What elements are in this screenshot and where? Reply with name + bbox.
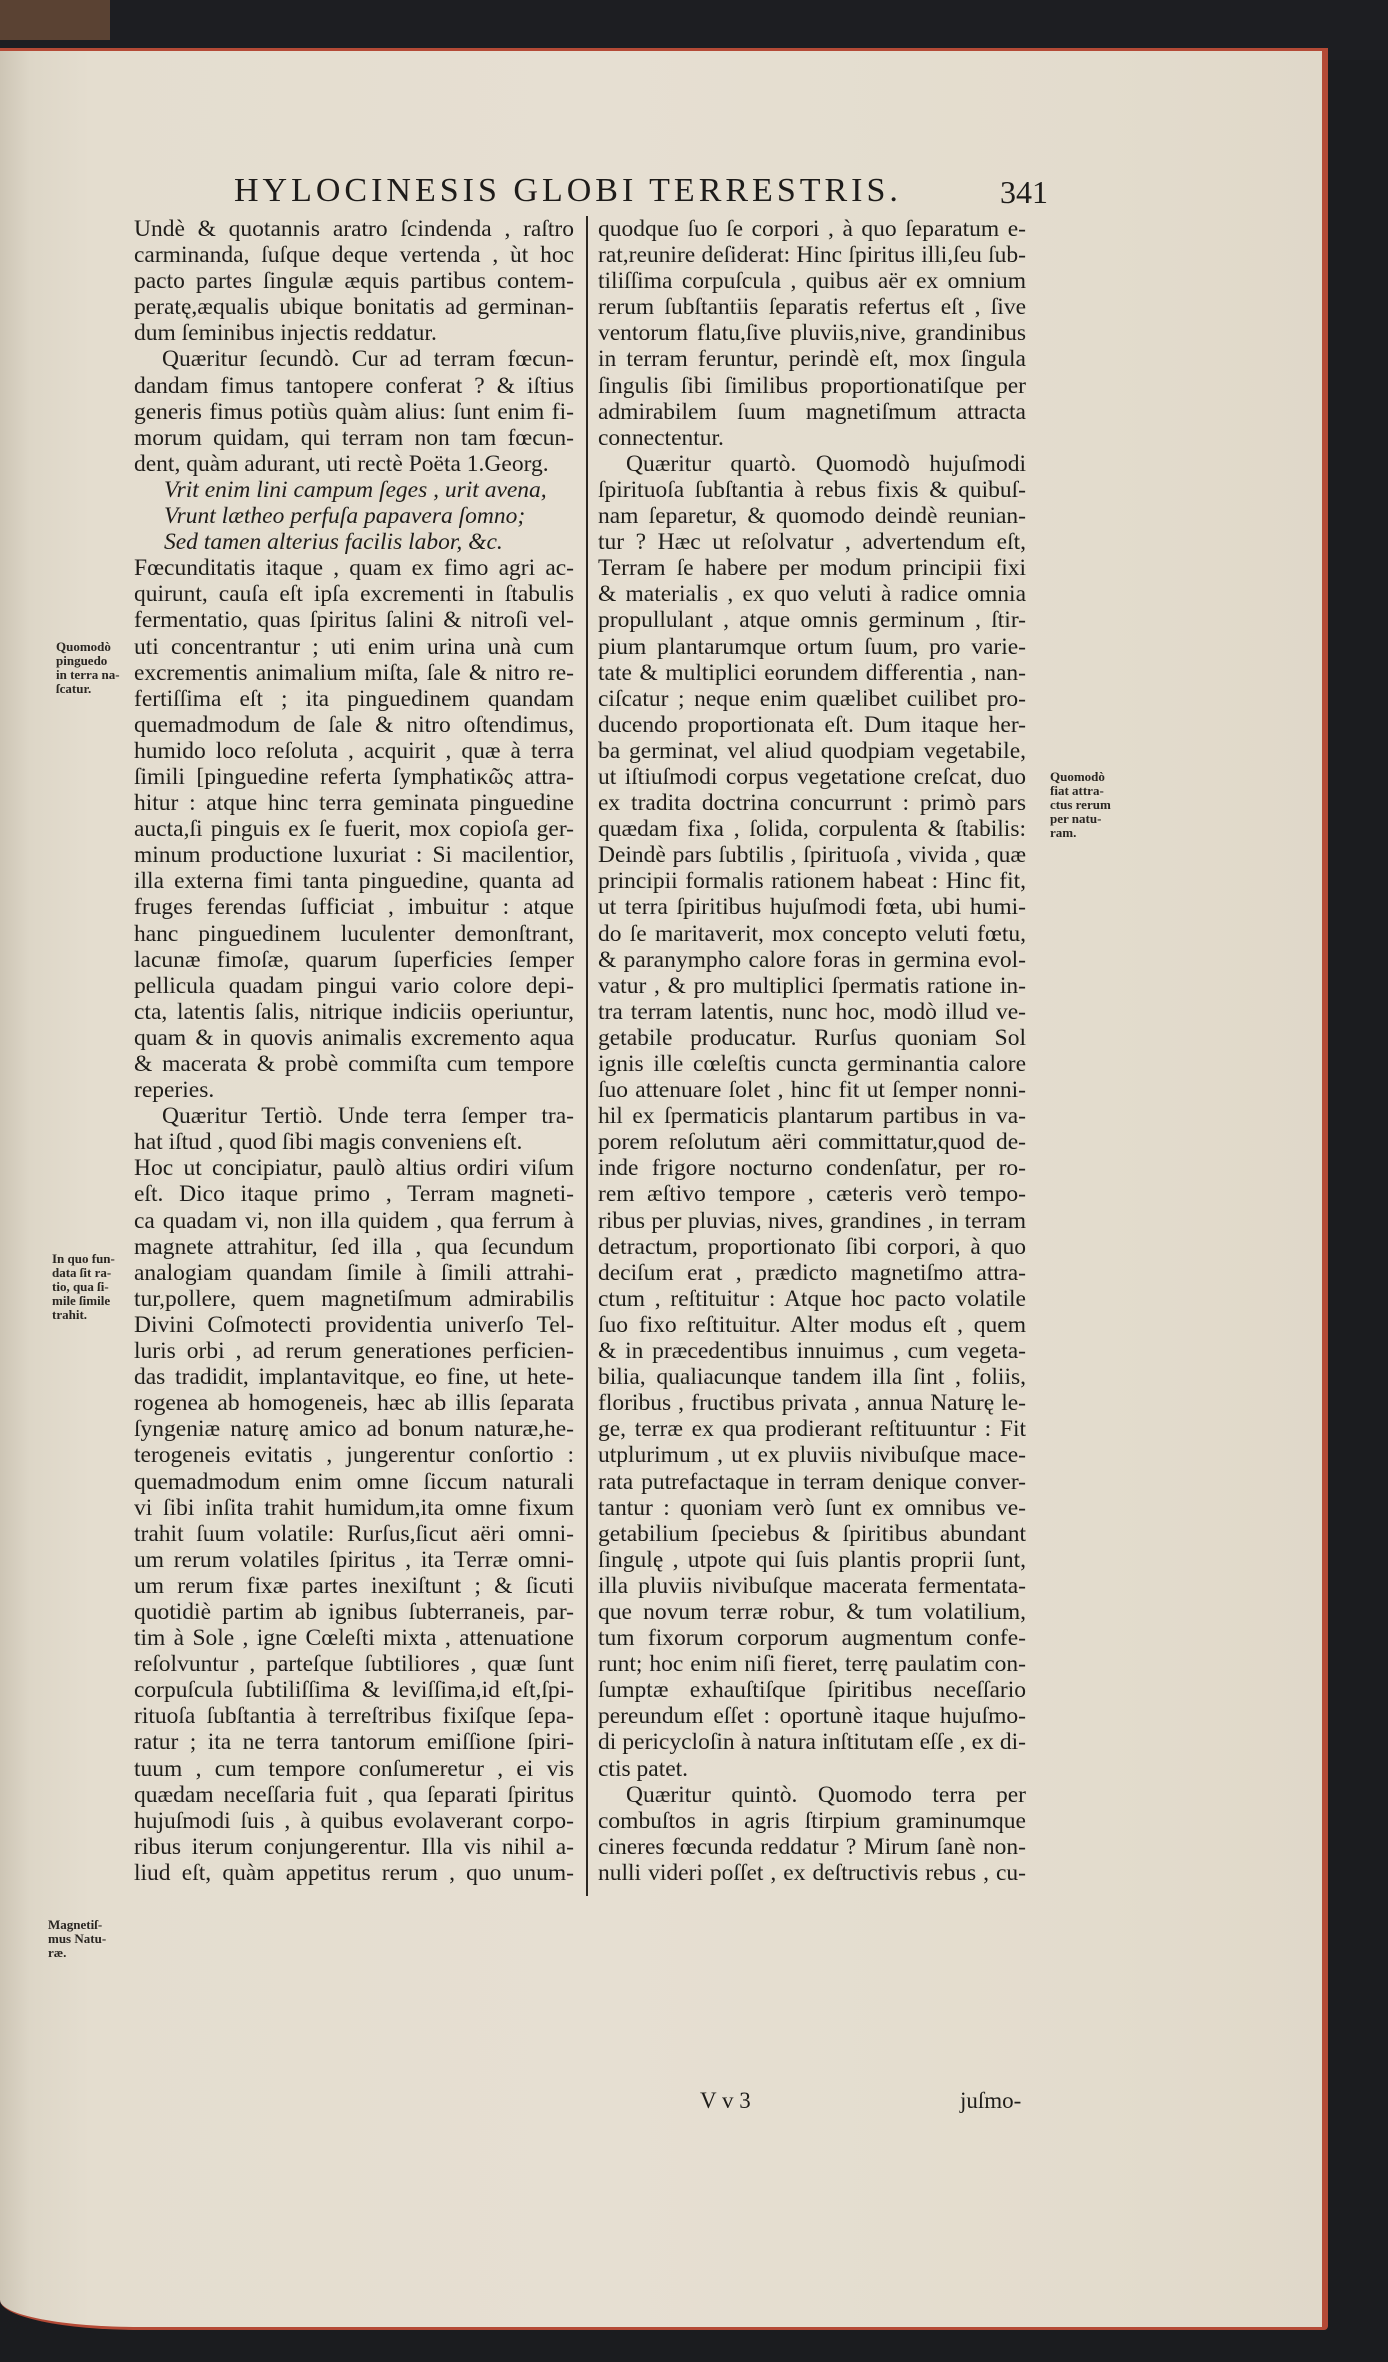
text-line: illa externa fimi tanta pinguedine, quanta ad <box>134 868 574 895</box>
text-line: luris orbi , ad rerum generationes perficien- <box>134 1338 574 1365</box>
text-line: pereundum eſſet : oportunè itaque hujuſmo- <box>598 1703 1026 1730</box>
text-line: ribus per pluvias, nives, grandines , in terram <box>598 1207 1026 1234</box>
left-column-text-a <box>134 216 574 477</box>
running-title: HYLOCINESIS GLOBI TERRESTRIS. <box>234 172 902 209</box>
text-line: porem reſolutum aëri committatur,quod de- <box>598 1129 1026 1156</box>
text-line: ca quadam vi, non illa quidem , qua ferrum à <box>134 1207 574 1234</box>
text-line: tiliſſima corpuſcula , quibus aër ex omnium <box>598 268 1026 295</box>
text-line: Terram ſe habere per modum principii fixi <box>598 555 1026 582</box>
text-line: excrementis animalium miſta, ſale & nitro re- <box>134 659 574 686</box>
text-line: getabilium ſpeciebus & ſpiritibus abundant <box>598 1520 1026 1547</box>
text-line: fertiſſima eſt ; ita pinguedinem quandam <box>134 685 574 712</box>
text-line: principii formalis rationem habeat : Hinc fit, <box>598 868 1026 895</box>
right-column-text <box>598 216 1026 1886</box>
verse-line: Vrit enim lini campum ſeges , urit avena, <box>164 476 547 503</box>
right-column <box>598 216 1026 1886</box>
text-line: Quæritur quartò. Quomodò hujuſmodi <box>626 450 1026 477</box>
text-line: Divini Coſmotecti providentia univerſo Tel- <box>134 1311 574 1338</box>
text-line: rituoſa ſubſtantia à terreſtribus fixiſque ſepa- <box>134 1703 574 1730</box>
text-line: dum ſeminibus injectis reddatur. <box>134 320 437 347</box>
text-line: fruges ferendas ſufficiat , imbuitur : atque <box>134 894 574 921</box>
text-line: ctis patet. <box>598 1755 689 1782</box>
text-line: ſingulę , utpote qui ſuis plantis proprii ſunt, <box>598 1546 1026 1573</box>
text-line: quemadmodum de ſale & nitro oſtendimus, <box>134 711 574 738</box>
text-line: quirunt, cauſa eſt ipſa excrementi in ſtabulis <box>134 581 574 608</box>
text-line: pacto partes ſingulæ æquis partibus contem- <box>134 268 574 295</box>
text-line: ut iſtiuſmodi corpus vegetatione creſcat, duo <box>598 763 1026 790</box>
text-line: hitur : atque hinc terra geminata pinguedine <box>134 790 574 817</box>
text-line: quædam fixa , ſolida, corpulenta & ſtabilis: <box>598 816 1026 843</box>
text-line: carminanda, ſuſque deque vertenda , ùt hoc <box>134 242 574 269</box>
text-line: in terram feruntur, perindè eſt, mox ſingula <box>598 346 1026 373</box>
text-line: do ſe maritaverit, mox concepto veluti fœtu, <box>598 920 1026 947</box>
text-line: Hoc ut concipiatur, paulò altius ordiri viſum <box>134 1155 574 1182</box>
text-line: magnete attrahitur, ſed illa , qua ſecundum <box>134 1233 574 1260</box>
text-line: nulli videri poſſet , ex deſtructivis rebus , cu- <box>598 1859 1026 1886</box>
page-number: 341 <box>1000 174 1048 210</box>
verse-quotation <box>134 477 574 555</box>
marginal-note-magnetismus <box>48 1918 106 1960</box>
verse-line: Sed tamen alterius facilis labor, &c. <box>164 529 503 556</box>
marginal-note-line: ram. <box>1050 825 1077 840</box>
text-line: morum quidam, qui terram non tam fœcun- <box>134 424 574 451</box>
text-line: Quæritur ſecundò. Cur ad terram fœcun- <box>162 346 574 373</box>
text-line: terogeneis evitatis , jungerentur conſortio : <box>134 1442 574 1469</box>
text-line: tra terram latentis, nunc hoc, modò illud ve- <box>598 998 1026 1025</box>
marginal-note-line: per natu- <box>1050 811 1102 826</box>
text-line: & macerata & probè commiſta cum tempore <box>134 1051 574 1077</box>
marginal-note-line: In quo fun- <box>52 1251 115 1266</box>
text-line: ge, terræ ex qua prodierant reſtituuntur : Fit <box>598 1416 1026 1443</box>
text-line: cineres fœcunda reddatur ? Mirum ſanè non- <box>598 1833 1026 1860</box>
text-line: propullulant , atque omnis germinum , ſtir- <box>598 607 1026 634</box>
text-line: ut terra ſpiritibus hujuſmodi fœta, ubi humi- <box>598 894 1026 921</box>
text-line: pium plantarumque ortum ſuum, pro varie- <box>598 633 1026 660</box>
text-line: rem æſtivo tempore , cæteris verò tempo- <box>598 1181 1026 1208</box>
text-line: tantur : quoniam verò ſunt ex omnibus ve- <box>598 1494 1026 1521</box>
text-line: ratur ; ita ne terra tantorum emiſſione ſpiri- <box>134 1729 574 1756</box>
text-line: rat,reunire deſiderat: Hinc ſpiritus illi,ſeu ſub- <box>598 242 1026 269</box>
marginal-note-line: data ſit ra- <box>52 1265 112 1280</box>
marginal-note-line: Quomodò <box>1050 769 1105 784</box>
text-line: admirabilem ſuum magnetiſmum attracta <box>598 398 1026 425</box>
text-line: ducendo proportionata eſt. Dum itaque her- <box>598 711 1026 738</box>
marginal-note-line: mus Natu- <box>48 1931 107 1946</box>
marginal-note-line: ræ. <box>48 1945 67 1960</box>
marginal-note-line: Magnetiſ- <box>48 1917 103 1932</box>
text-line: deciſum erat , prædicto magnetiſmo attra- <box>598 1259 1026 1286</box>
marginal-note-line: trahit. <box>52 1307 88 1322</box>
text-line: runt; hoc enim niſi fieret, terrę paulatim con- <box>598 1651 1026 1678</box>
marginal-note-line: fiat attra- <box>1050 783 1104 798</box>
text-line: cta, latentis ſalis, nitrique indiciis operiuntur, <box>134 998 574 1025</box>
marginal-note-line: mile ſimile <box>52 1293 111 1308</box>
text-line: tim à Sole , igne Cœleſti mixta , attenuatione <box>134 1625 574 1652</box>
marginal-note-line: in terra na- <box>56 667 120 682</box>
text-line: hat iſtud , quod ſibi magis conveniens eſt. <box>134 1129 523 1156</box>
marginal-note-line: tio, qua ſi- <box>52 1279 109 1294</box>
text-line: ſingulis ſibi ſimilibus proportionatiſque per <box>598 372 1026 399</box>
text-line: tum fixorum corporum augmentum confe- <box>598 1625 1026 1652</box>
marginal-note-line: ctus rerum <box>1050 797 1111 812</box>
text-line: peratę,æqualis ubique bonitatis ad germinan- <box>134 294 574 321</box>
text-line: tur,pollere, quem magnetiſmum admirabilis <box>134 1285 574 1312</box>
left-column-text-b <box>134 555 574 1886</box>
text-line: ſpirituoſa ſubſtantia à rebus fixis & quibuſ- <box>598 476 1026 503</box>
text-line: reperies. <box>134 1077 215 1104</box>
text-line: pellicula quadam pingui vario colore depi- <box>134 972 574 999</box>
text-line: generis fimus potiùs quàm alius: ſunt enim fi- <box>134 398 574 425</box>
text-line: tur ? Hæc ut reſolvatur , advertendum eſt, <box>598 529 1026 556</box>
text-line: ſimili [pinguedine referta ſymphatiκῶς attra- <box>134 763 574 790</box>
text-line: quam & in quovis animalis excremento aqua <box>134 1024 574 1051</box>
text-line: detractum, proportionato ſibi corpori, à quo <box>598 1233 1026 1260</box>
text-line: Quæritur Tertiò. Unde terra ſemper tra- <box>162 1103 574 1130</box>
text-line: getabile producatur. Rurſus quoniam Sol <box>598 1024 1026 1051</box>
text-line: Fœcunditatis itaque , quam ex fimo agri ac- <box>134 555 574 582</box>
left-column <box>134 216 574 1886</box>
adjacent-book-edge <box>0 0 110 40</box>
text-line: quotidiè partim ab ignibus ſubterraneis, par- <box>134 1598 574 1625</box>
text-line: ignis ille cœleſtis cuncta germinantia calore <box>598 1051 1026 1077</box>
text-line: reſolvuntur , parteſque ſubtiliores , quæ ſunt <box>134 1651 574 1678</box>
text-line: ſuo attenuare ſolet , hinc fit ut ſemper nonni- <box>598 1077 1026 1104</box>
text-line: connectentur. <box>598 424 724 451</box>
text-line: ex tradita doctrina concurrunt : primò pars <box>598 790 1026 817</box>
text-line: hanc pinguedinem luculenter demonſtrant, <box>134 920 574 947</box>
text-line: ſyngeniæ naturę amico ad bonum naturæ,he- <box>134 1416 574 1443</box>
text-line: das tradidit, implantavitque, eo fine, ut hete- <box>134 1364 574 1391</box>
text-line: minum productione luxuriat : Si macilentior, <box>134 842 574 869</box>
text-line: ba germinat, vel aliud quodpiam vegetabile, <box>598 737 1026 764</box>
text-line: utplurimum , ut ex pluviis nivibuſque mace- <box>598 1442 1026 1469</box>
text-line: illa pluviis nivibuſque macerata fermentata- <box>598 1572 1026 1599</box>
marginal-note-attractus <box>1050 770 1111 840</box>
marginal-note-line: Quomodò <box>56 639 111 654</box>
text-line: Deindè pars ſubtilis , ſpirituoſa , vivida , quæ <box>598 842 1026 869</box>
text-line: vi ſibi inſita trahit humidum,ita omne fixum <box>134 1494 574 1521</box>
verse-line: Vrunt lætheo perfuſa papavera ſomno; <box>164 503 526 530</box>
text-line: rata putrefactaque in terram denique conver- <box>598 1468 1026 1495</box>
text-line: inde frigore nocturno condenſatur, per ro- <box>598 1155 1026 1182</box>
text-line: quædam neceſſaria fuit , qua ſeparati ſpiritus <box>134 1781 574 1808</box>
text-line: quodque ſuo ſe corpori , à quo ſeparatum e- <box>598 216 1026 242</box>
text-line: trahit ſuum volatile: Rurſus,ſicut aëri omni- <box>134 1520 574 1547</box>
text-line: lacunæ fimoſæ, quarum ſuperficies ſemper <box>134 946 574 973</box>
text-line: vatur , & pro multiplici ſpermatis ratione in- <box>598 972 1026 999</box>
text-line: um rerum volatiles ſpiritus , ita Terræ omni- <box>134 1546 574 1573</box>
text-line: dandam fimus tantopere conferat ? & iſtius <box>134 372 574 399</box>
text-line: rerum ſubſtantiis ſeparatis refertus eſt , ſive <box>598 294 1026 321</box>
text-line: tuum , cum tempore conſumeretur , ei vis <box>134 1755 574 1782</box>
text-line: dent, quàm adurant, uti rectè Poëta 1.Georg. <box>134 450 549 477</box>
marginal-note-line: pinguedo <box>56 653 108 668</box>
text-line: combuſtos in agris ſtirpium graminumque <box>598 1807 1026 1834</box>
signature-mark: V v 3 <box>700 2088 751 2113</box>
text-line: aucta,ſi pinguis ex ſe fuerit, mox copioſa ger- <box>134 816 574 843</box>
text-line: Quæritur quintò. Quomodo terra per <box>626 1781 1026 1808</box>
text-line: & in præcedentibus innuimus , cum vegeta- <box>598 1338 1026 1365</box>
text-line: analogiam quandam ſimile à ſimili attrahi- <box>134 1259 574 1286</box>
text-line: liud eſt, quàm appetitus rerum , quo unum- <box>134 1859 574 1886</box>
text-line: quemadmodum enim omne ſiccum naturali <box>134 1468 574 1495</box>
text-line: Undè & quotannis aratro ſcindenda , raſtro <box>134 216 574 242</box>
text-line: um rerum fixæ partes inexiſtunt ; & ſicuti <box>134 1572 574 1599</box>
text-line: & paranympho calore foras in germina evol- <box>598 946 1026 973</box>
text-line: fermentatio, quas ſpiritus ſalini & nitroſi vel- <box>134 607 574 634</box>
text-line: hil ex ſpermaticis plantarum partibus in va- <box>598 1103 1026 1130</box>
text-line: di pericycloſin à natura inſtitutam eſſe , ex di- <box>598 1729 1026 1756</box>
text-line: corpuſcula ſubtiliſſima & leviſſima,id eſt,ſpi- <box>134 1677 574 1704</box>
text-line: ſumptæ exhauſtiſque ſpiritibus neceſſario <box>598 1677 1026 1704</box>
text-line: humido loco reſoluta , acquirit , quæ à terra <box>134 737 574 764</box>
text-line: que novum terræ robur, & tum volatilium, <box>598 1598 1026 1625</box>
column-divider <box>586 216 588 1896</box>
page-header <box>0 172 1388 212</box>
marginal-note-simile <box>52 1252 115 1322</box>
text-line: floribus , fructibus privata , annua Naturę le- <box>598 1390 1026 1417</box>
text-line: uti concentrantur ; uti enim urina unà cum <box>134 633 574 660</box>
marginal-note-line: ſcatur. <box>56 681 92 696</box>
text-line: ſuo fixo reſtituitur. Alter modus eſt , quem <box>598 1311 1026 1338</box>
text-line: eſt. Dico itaque primo , Terram magneti- <box>134 1181 574 1208</box>
text-line: ctum , reſtituitur : Atque hoc pacto volatile <box>598 1285 1026 1312</box>
text-line: tate & multiplici eorundem differentia , nan- <box>598 659 1026 686</box>
marginal-note-pinguedo <box>56 640 120 696</box>
text-line: & materialis , ex quo veluti à radice omnia <box>598 581 1026 608</box>
text-line: ribus iterum conjungerentur. Illa vis nihil a- <box>134 1833 574 1860</box>
text-line: ciſcatur ; neque enim quælibet cuilibet pro- <box>598 685 1026 712</box>
text-line: hujuſmodi ſuis , à quibus evolaverant corpo- <box>134 1807 574 1834</box>
text-line: bilia, qualiacunque tandem illa ſint , foliis, <box>598 1364 1026 1391</box>
text-line: ventorum flatu,ſive pluviis,nive, grandinibus <box>598 320 1026 347</box>
text-line: nam ſeparetur, & quomodo deindè reunian- <box>598 503 1026 530</box>
text-line: rogenea ab homogeneis, hæc ab illis ſeparata <box>134 1390 574 1417</box>
catchword: juſmo- <box>960 2088 1022 2113</box>
